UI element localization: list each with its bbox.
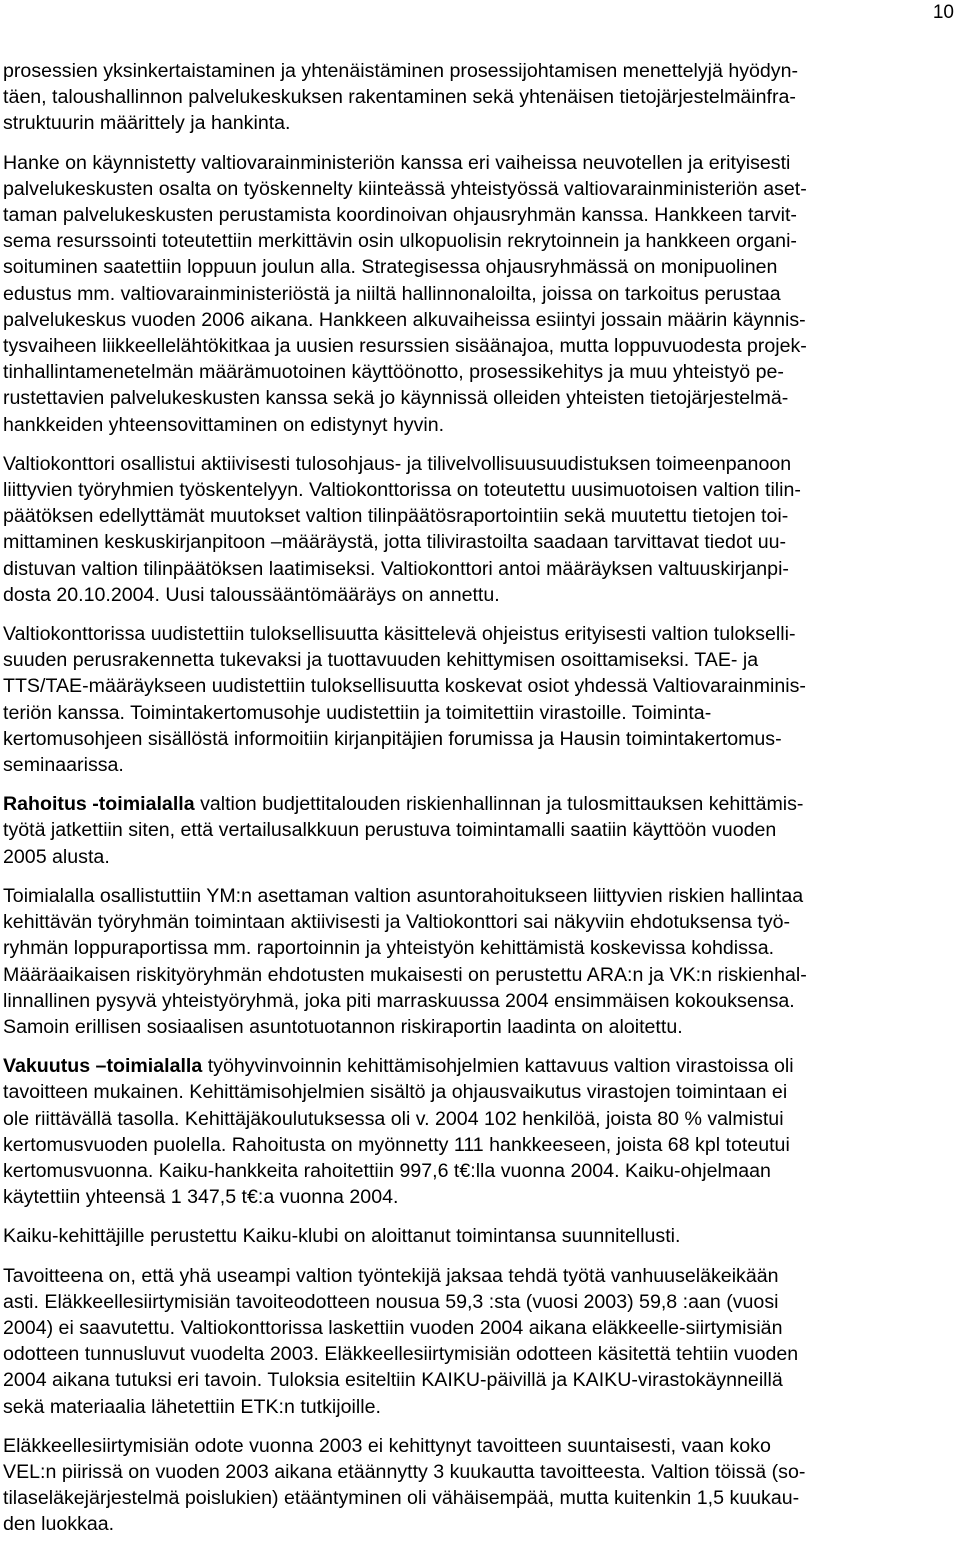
paragraph-4 xyxy=(3,621,953,778)
paragraph-text: Kaiku-kehittäjille perustettu Kaiku-klubi on aloittanut toimintansa suunnitellusti. xyxy=(3,1225,681,1248)
paragraph-text: Hanke on käynnistetty valtiovarainministeriön kanssa eri vaiheissa neuvotellen ja erityisesti palvelukeskusten osalta on työskennelty kiinteässä yhteistyössä valtiovarainministeriön aset- taman palvelukeskusten perustamista koordinoivan ohjausryhmän kanssa. Hankkeen tarvit- sema resurssointi toteutettiin merkittävin osin ulkopuolisin rekrytoinnein ja hankkeen organi- soituminen saatettiin loppuun joulun alla. Strategisessa ohjausryhmässä on monipuolinen edustus mm. valtiovarainministeriöstä ja niiltä hallinnonaloilta, joissa on tarkoitus perustaa palvelukeskus vuoden 2006 aikana. Hankkeen alkuvaiheissa esiintyi jossain määrin käynnis- tysvaiheen liikkeellelähtökitkaa ja uusien resurssien sisäänajoa, mutta loppuvuodesta projek- tinhallintamenetelmän määrämuotoinen käyttöönotto, prosessikehitys ja muu yhteistyö pe- rustettavien palvelukeskusten kanssa sekä jo käynnissä olleiden yhteisten tietojärjestelmä- hankkeiden yhteensovittaminen on edistynyt hyvin. xyxy=(3,151,807,436)
paragraph-7 xyxy=(3,1053,953,1210)
paragraph-lead-bold: Rahoitus -toimialalla xyxy=(3,793,195,816)
paragraph-text: valtion budjettitalouden riskienhallinnan ja tulosmittauksen kehittämis- työtä jatkettiin siten, että vertailusalkkuun perustuva toimintamalli saatiin käyttöön vuoden 2005 alusta. xyxy=(3,793,804,868)
paragraph-9 xyxy=(3,1263,953,1420)
paragraph-3 xyxy=(3,451,953,608)
paragraph-text: Eläkkeellesiirtymisiän odote vuonna 2003 ei kehittynyt tavoitteen suuntaisesti, vaan koko VEL:n piirissä on vuoden 2003 aikana etäännytty 3 kuukautta tavoitteesta. Valtion töissä (so- tilaseläkejärjestelmä poislukien) etääntyminen oli vähäisempää, mutta kuitenkin 1,5 kuukau- den luokkaa. xyxy=(3,1434,806,1536)
page-number: 10 xyxy=(932,2,954,23)
paragraph-text: Tavoitteena on, että yhä useampi valtion työntekijä jaksaa tehdä työtä vanhuuseläkeikään asti. Eläkkeellesiirtymisiän tavoiteodotteen nousua 59,3 :sta (vuosi 2003) 59,8 :aan (vuosi 2004) ei saavutettu. Valtiokonttorissa laskettiin vuoden 2004 aikana eläkkeelle-siirtymisiän odotteen tunnusluvut vuodelta 2003. Eläkkeellesiirtymisiän odotteen käsitettä tehtiin vuoden 2004 aikana tutuksi eri tavoin. Tuloksia esiteltiin KAIKU-päivillä ja KAIKU-virastokäynneillä sekä materiaalia lähetettiin ETK:n tutkijoille. xyxy=(3,1264,799,1418)
paragraph-text: Valtiokonttorissa uudistettiin tuloksellisuutta käsittelevä ohjeistus erityisesti valtion tulokselli- suuden perusrakennetta tukevaksi ja tuottavuuden kehittymisen osoittamiseksi. TAE- ja TTS/TAE-määräykseen uudistettiin tuloksellisuutta koskevat osiot yhdessä Valtiovarainminis- teriön kanssa. Toimintakertomusohje uudistettiin ja toimitettiin virastoille. Toiminta- kertomusohjeen sisällöstä informoitiin kirjanpitäjien forumissa ja Hausin toimintakertomus- seminaarissa. xyxy=(3,623,806,777)
paragraph-2 xyxy=(3,150,953,438)
paragraph-10 xyxy=(3,1433,953,1538)
paragraph-text: Toimialalla osallistuttiin YM:n asettaman valtion asuntorahoitukseen liittyvien riskien hallintaa kehittävän työryhmän toimintaan aktiivisesti ja Valtiokonttori sai näkyviin ehdotuksensa työ- ryhmän loppuraportissa mm. raportoinnin ja yhteistyön kehittämistä koskevissa kohdissa. Määräaikaisen riskityöryhmän ehdotusten mukaisesti on perustettu ARA:n ja VK:n riskienhal- linnallinen pysyvä yhteistyöryhmä, joka piti marraskuussa 2004 ensimmäisen kokouksensa. Samoin erillisen sosiaalisen asuntotuotannon riskiraportin laadinta on aloitettu. xyxy=(3,884,807,1038)
paragraph-1 xyxy=(3,58,953,137)
paragraph-6 xyxy=(3,883,953,1040)
paragraph-5 xyxy=(3,791,953,870)
paragraph-8 xyxy=(3,1223,953,1249)
paragraph-text: Valtiokonttori osallistui aktiivisesti tulosohjaus- ja tilivelvollisuusuudistuksen toimeenpanoon liittyvien työryhmien työskentelyyn. Valtiokonttorissa on toteutettu uusimuotoisen valtion tilin- päätöksen edellyttämät muutokset valtion tilinpäätösraportointiin sekä muutettu tietojen toi- mittaminen keskuskirjanpitoon –määräystä, jotta tilivirastoilta saadaan tarvittavat tiedot uu- distuvan valtion tilinpäätöksen laatimiseksi. Valtiokonttori antoi määräyksen valtuuskirjanpi- dosta 20.10.2004. Uusi taloussääntömääräys on annettu. xyxy=(3,452,801,606)
paragraph-lead-bold: Vakuutus –toimialalla xyxy=(3,1055,203,1078)
document-body xyxy=(3,58,953,1551)
paragraph-text: työhyvinvoinnin kehittämisohjelmien kattavuus valtion virastoissa oli tavoitteen mukainen. Kehittämisohjelmien sisältö ja ohjausvaikutus virastojen toimintaan ei ole riittävällä tasolla. Kehittäjäkoulutuksessa oli v. 2004 102 henkilöä, joista 80 % valmistui kertomusvuoden puolella. Rahoitusta on myönnetty 111 hankkeeseen, joista 68 kpl toteutui kertomusvuonna. Kaiku-hankkeita rahoitettiin 997,6 t€:lla vuonna 2004. Kaiku-ohjelmaan käytettiin yhteensä 1 347,5 t€:a vuonna 2004. xyxy=(3,1055,794,1209)
paragraph-text: prosessien yksinkertaistaminen ja yhtenäistäminen prosessijohtamisen menettelyjä hyödyn- täen, taloushallinnon palvelukeskuksen rakentaminen sekä yhtenäisen tietojärjestelmäinfra- struktuurin määrittely ja hankinta. xyxy=(3,60,799,135)
